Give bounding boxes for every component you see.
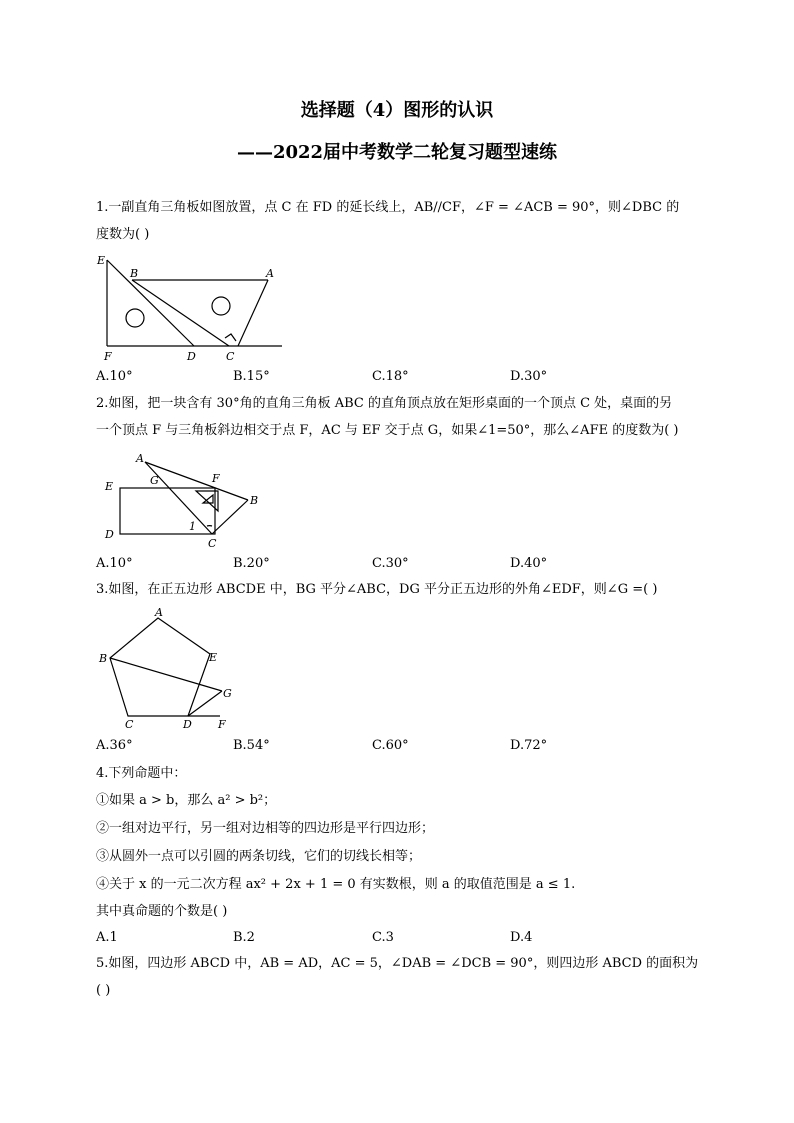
q4-stem-line1: 4.下列命题中： [96,766,187,781]
q2-option-d: D.40° [510,556,548,571]
doc-title: 选择题（4）图形的认识 [300,100,494,121]
q2-option-c: C.30° [372,556,409,571]
q1-label-F: F [104,350,112,363]
q2-option-b: B.20° [233,556,270,571]
q1-stem-line1: 1.一副直角三角板如图放置，点 C 在 FD 的延长线上，AB//CF，∠F = ∠ACB = 90°，则∠DBC 的 [96,200,680,215]
q3-option-b: B.54° [233,738,270,753]
q1-label-C: C [226,350,235,363]
q3-stem-line1: 3.如图，在正五边形 ABCDE 中，BG 平分∠ABC，DG 平分正五边形的外角∠EDF，则∠G =( ) [96,582,658,597]
q2-stem-line1: 2.如图，把一块含有 30°角的直角三角板 ABC 的直角顶点放在矩形桌面的一个顶点 C 处，桌面的另 [96,396,673,411]
q4-option-d: D.4 [510,930,533,945]
q1-option-d: D.30° [510,369,548,384]
q3-label-B: B [99,652,108,665]
q4-statement-4: ④关于 x 的一元二次方程 ax² + 2x + 1 = 0 有实数根，则 a 的取值范围是 a ≤ 1. [96,877,576,892]
q3-label-F: F [218,718,226,731]
q3-label-C: C [125,718,134,731]
q3-option-d: D.72° [510,738,548,753]
q1-label-E: E [97,254,106,267]
q3-option-a: A.36° [96,738,133,753]
q2-label-F: F [212,472,220,485]
q1-stem-line2: 度数为( ) [96,227,150,242]
q2-label-C: C [208,537,217,550]
q2-label-D: D [105,528,114,541]
q4-question: 其中真命题的个数是( ) [96,904,228,919]
q4-statement-2: ②一组对边平行，另一组对边相等的四边形是平行四边形； [96,821,435,836]
q5-stem-line1: 5.如图，四边形 ABCD 中，AB = AD，AC = 5，∠DAB = ∠DCB = 90°，则四边形 ABCD 的面积为 [96,956,699,971]
q1-label-A: A [266,267,274,280]
q2-label-G: G [150,474,159,487]
q1-label-D: D [187,350,196,363]
q2-figure [100,450,270,550]
q4-option-a: A.1 [96,930,118,945]
q3-label-D: D [183,718,192,731]
q4-statement-3: ③从圆外一点可以引圆的两条切线，它们的切线长相等； [96,849,422,864]
q2-option-a: A.10° [96,556,133,571]
q1-option-c: C.18° [372,369,409,384]
q2-label-E: E [105,480,114,493]
q4-statement-1: ①如果 a > b，那么 a² > b²； [96,793,277,808]
q4-option-c: C.3 [372,930,394,945]
q3-label-E: E [209,651,218,664]
q3-option-c: C.60° [372,738,409,753]
q1-option-b: B.15° [233,369,270,384]
q4-option-b: B.2 [233,930,255,945]
doc-subtitle: ——2022届中考数学二轮复习题型速练 [236,142,558,163]
q1-option-a: A.10° [96,369,133,384]
q1-figure [92,250,292,365]
q1-label-B: B [130,267,139,280]
q5-stem-line2: ( ) [96,983,111,998]
q2-label-A: A [136,452,144,465]
q3-label-G: G [223,687,232,700]
q2-stem-line2: 一个顶点 F 与三角板斜边相交于点 F，AC 与 EF 交于点 G，如果∠1=50°，那么∠AFE 的度数为( ) [96,423,679,438]
q3-figure [95,606,245,732]
q2-label-1: 1 [189,520,196,533]
q3-label-A: A [155,606,163,619]
q2-label-B: B [250,494,259,507]
